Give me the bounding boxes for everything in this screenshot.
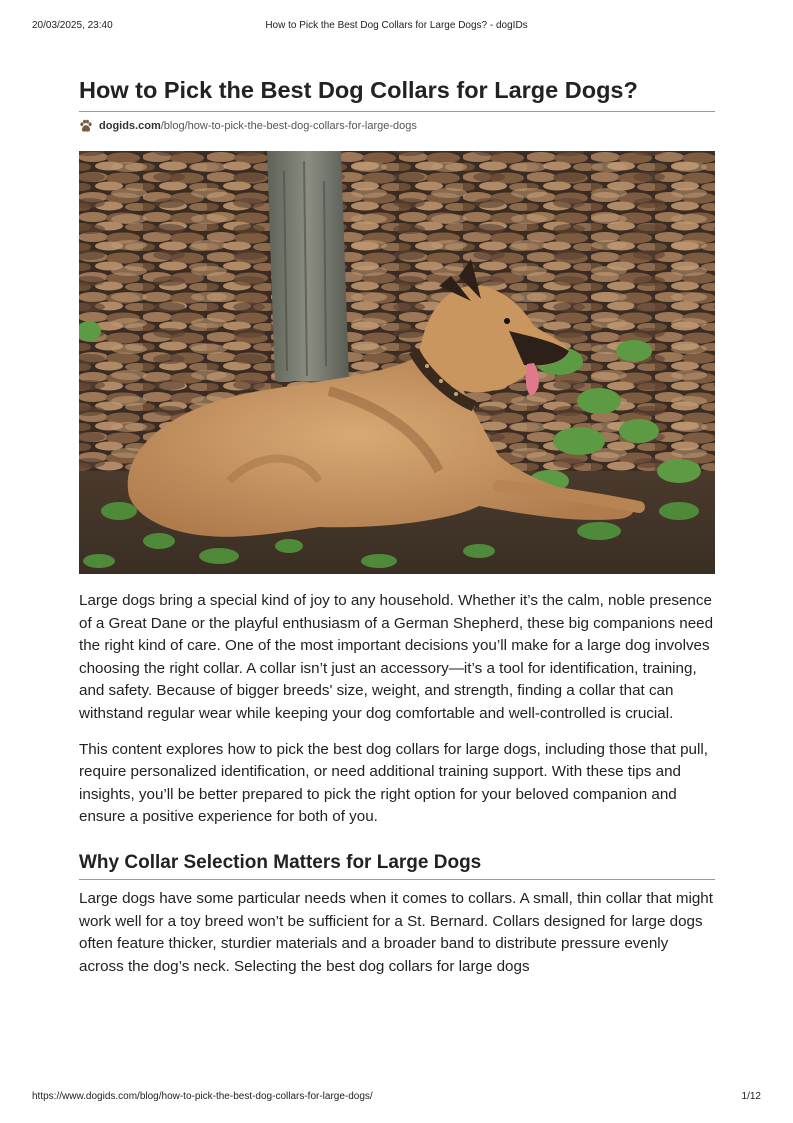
print-footer bbox=[32, 1091, 761, 1105]
print-header bbox=[32, 20, 761, 34]
section-heading: Why Collar Selection Matters for Large Dogs bbox=[79, 850, 715, 880]
overview-paragraph: This content explores how to pick the best dog collars for large dogs, including those that pull, require personalized identification, or need additional training support. With these tips and insights, you’ll be better prepared to pick the right option for your beloved companion and ensure a positive experience for both of you. bbox=[79, 740, 708, 826]
section-paragraph: Large dogs have some particular needs when it comes to collars. A small, thin collar that might work well for a toy breed won’t be sufficient for a St. Bernard. Collars designed for large dogs often feature thicker, sturdier materials and a broader band to distribute pressure evenly across the dog’s neck. Selecting the best dog collars for large dogs bbox=[79, 889, 713, 975]
article-title: How to Pick the Best Dog Collars for Large Dogs? bbox=[79, 75, 715, 112]
hero-image bbox=[79, 151, 715, 574]
print-url: https://www.dogids.com/blog/how-to-pick-the-best-dog-collars-for-large-dogs/ bbox=[32, 1091, 373, 1102]
page-number: 1/12 bbox=[741, 1091, 761, 1102]
source-domain[interactable]: dogids.com bbox=[99, 120, 161, 132]
source-path[interactable]: /blog/how-to-pick-the-best-dog-collars-for-large-dogs bbox=[160, 120, 417, 132]
print-document-title: How to Pick the Best Dog Collars for Large Dogs? - dogIDs bbox=[265, 20, 528, 31]
intro-paragraph: Large dogs bring a special kind of joy to any household. Whether it’s the calm, noble presence of a Great Dane or the playful enthusiasm of a German Shepherd, these big companions need the right kind of care. One of the most important decisions you’ll make for a large dog involves choosing the right collar. A collar isn’t just an accessory—it’s a tool for identification, training, and safety. Because of bigger breeds' size, weight, and strength, finding a collar that can withstand regular wear while keeping your dog comfortable and well-controlled is crucial. bbox=[79, 592, 714, 722]
source-line bbox=[79, 118, 715, 134]
paw-icon bbox=[79, 119, 93, 133]
article bbox=[79, 75, 715, 978]
print-datetime: 20/03/2025, 23:40 bbox=[32, 20, 113, 31]
